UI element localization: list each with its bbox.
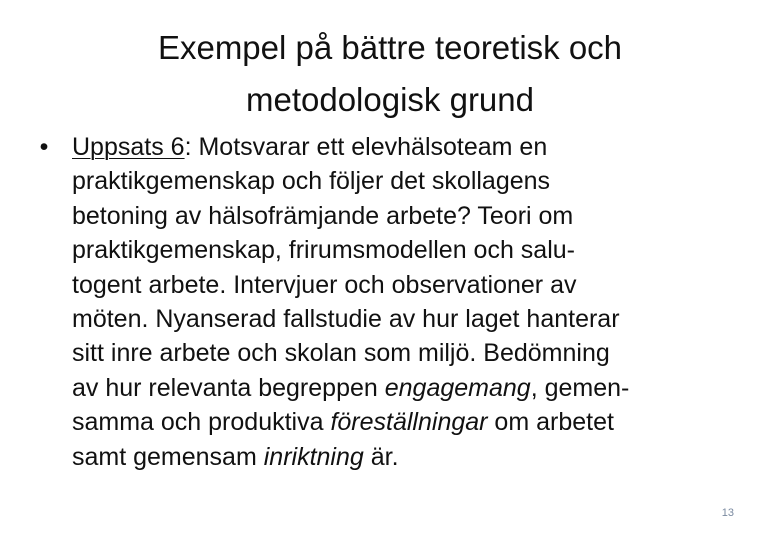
slide-content <box>34 130 744 474</box>
body-line-3: betoning av hälsofrämjande arbete? Teori om <box>72 201 574 230</box>
italic-forestallningar: föreställningar <box>330 408 488 437</box>
uppsats-label: Uppsats 6 <box>72 133 185 161</box>
body-line-9-before: samma och produktiva <box>72 408 331 437</box>
body-line-1-text: Motsvarar ett elevhälsoteam en <box>191 133 548 161</box>
body-line-5: togent arbete. Intervjuer och observationer av <box>72 270 577 299</box>
page-number: 13 <box>721 507 734 519</box>
body-line-1 <box>72 130 744 164</box>
bullet-text <box>72 130 744 474</box>
title-line-1: Exempel på bättre teoretisk och <box>157 29 623 66</box>
italic-engagemang: engagemang <box>384 373 531 402</box>
body-line-10-after: är. <box>363 442 399 471</box>
body-line-4: praktikgemenskap, frirumsmodellen och salu- <box>72 236 575 265</box>
uppsats-colon: : <box>184 133 192 161</box>
body-line-7: sitt inre arbete och skolan som miljö. Bedömning <box>72 339 610 368</box>
body-line-8-after: , gemen- <box>530 373 630 402</box>
body-line-9 <box>72 405 744 439</box>
body-line-10-before: samt gemensam <box>72 442 264 471</box>
body-line-10 <box>72 440 744 474</box>
body-line-8-before: av hur relevanta begreppen <box>72 373 385 402</box>
body-line-9-after: om arbetet <box>487 408 614 437</box>
title-line-2: metodologisk grund <box>245 81 534 118</box>
body-line-2: praktikgemenskap och följer det skollagens <box>72 167 551 196</box>
bullet-icon: • <box>39 133 49 161</box>
italic-inriktning: inriktning <box>263 442 364 471</box>
body-line-8 <box>72 371 744 405</box>
bullet-item <box>34 130 744 474</box>
slide-title <box>40 22 740 126</box>
body-line-6: möten. Nyanserad fallstudie av hur laget hanterar <box>72 305 620 334</box>
